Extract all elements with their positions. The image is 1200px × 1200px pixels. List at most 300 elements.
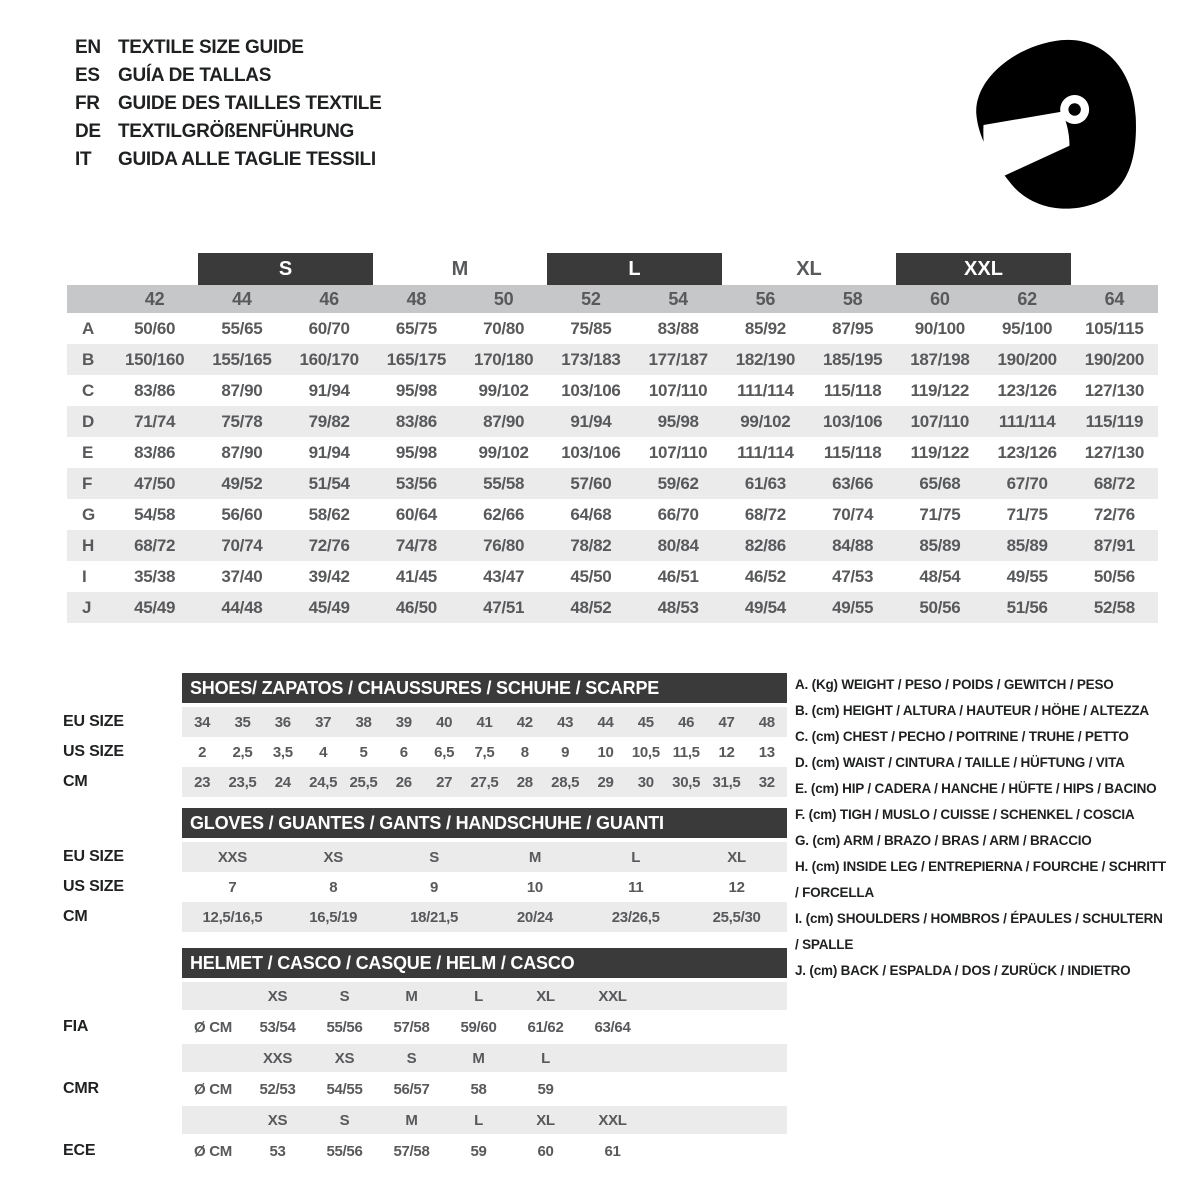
measure-cell: 58/62 (308, 504, 350, 524)
measure-cell: 54/58 (134, 504, 176, 524)
legend-item-g: G. (cm) ARM / BRAZO / BRAS / ARM / BRACCIO (795, 833, 1092, 848)
size-col-56: 56 (755, 288, 776, 309)
shoes-cell: 44 (597, 713, 614, 731)
gloves-value-row (182, 842, 787, 872)
size-group-header-row (67, 253, 1158, 285)
language-title: GUIDE DES TAILLES TEXTILE (118, 93, 382, 114)
shoes-cell: 45 (637, 713, 654, 731)
measure-cell: 53/56 (395, 473, 437, 493)
measure-cell: 74/78 (395, 535, 437, 555)
measure-cell: 95/98 (395, 380, 437, 400)
gloves-row-eu-size (63, 842, 787, 872)
measure-cell: 72/76 (1093, 504, 1135, 524)
gloves-value-row (182, 872, 787, 902)
measure-cell: 70/80 (483, 318, 525, 338)
shoes-rows (63, 707, 787, 797)
size-group-xxl: XXL (896, 253, 1071, 285)
measure-cell: 41/45 (395, 566, 437, 586)
measure-row-d (67, 406, 1158, 437)
gloves-table-title: GLOVES / GUANTES / GANTS / HANDSCHUHE / GUANTI (182, 808, 787, 838)
helmet-size-cell: S (339, 1111, 350, 1129)
measure-cell: 173/183 (561, 349, 621, 369)
helmet-size-cell: XL (536, 987, 555, 1005)
measure-cell: 87/90 (221, 442, 263, 462)
helmet-value-cell: 54/55 (326, 1080, 363, 1098)
measure-cell: 83/86 (134, 442, 176, 462)
size-group-l: L (547, 253, 722, 285)
helmet-values-line-ece (63, 1134, 787, 1168)
measure-cell: 119/122 (910, 380, 970, 400)
measure-cell: 107/110 (910, 411, 970, 431)
helmet-value-cell: 58 (470, 1080, 487, 1098)
measure-row-j (67, 592, 1158, 623)
measure-cell: 68/72 (134, 535, 176, 555)
measure-cell: 99/102 (478, 380, 529, 400)
measure-cell: 50/56 (1093, 566, 1135, 586)
measure-cell: 155/165 (212, 349, 272, 369)
measure-row-g (67, 499, 1158, 530)
measure-cell: 56/60 (221, 504, 263, 524)
measure-cell: 190/200 (997, 349, 1057, 369)
measure-cell: 103/106 (561, 442, 621, 462)
measure-cell: 160/170 (299, 349, 359, 369)
shoes-cell: 41 (476, 713, 493, 731)
helmet-size-row (182, 982, 787, 1010)
measure-cell: 45/49 (308, 597, 350, 617)
language-code: IT (75, 149, 92, 170)
shoes-cell: 29 (597, 773, 614, 791)
measure-cell: 65/75 (395, 318, 437, 338)
measure-cell: 84/88 (832, 535, 874, 555)
measure-cell: 72/76 (308, 535, 350, 555)
gloves-cell: 23/26,5 (611, 908, 660, 926)
gloves-title-row (63, 808, 787, 838)
measure-cell: 91/94 (308, 380, 350, 400)
measure-cell: 85/89 (1006, 535, 1048, 555)
measure-cell: 49/55 (1006, 566, 1048, 586)
measure-cell: 170/180 (473, 349, 534, 369)
language-row-de (75, 118, 381, 146)
gloves-value-row (182, 902, 787, 932)
main-size-table (67, 253, 1158, 623)
gloves-cell: 7 (228, 878, 237, 896)
shoes-cell: 36 (274, 713, 291, 731)
helmet-values-line-cmr (63, 1072, 787, 1106)
shoes-cell: 39 (395, 713, 412, 731)
shoes-cell: 2,5 (232, 743, 253, 761)
measure-cell: 68/72 (1093, 473, 1135, 493)
shoes-cell: 27,5 (470, 773, 499, 791)
shoes-cell: 35 (234, 713, 251, 731)
measure-row-label: I (82, 566, 87, 586)
measure-cell: 79/82 (308, 411, 350, 431)
measure-row-f (67, 468, 1158, 499)
measure-row-label: J (82, 597, 92, 617)
shoes-size-table (63, 673, 787, 797)
measure-cell: 62/66 (483, 504, 525, 524)
measure-cell: 85/92 (744, 318, 786, 338)
shoes-cell: 46 (678, 713, 695, 731)
measure-cell: 123/126 (997, 380, 1057, 400)
helmet-value-row (182, 1010, 787, 1044)
shoes-cell: 42 (516, 713, 533, 731)
gloves-cell: 25,5/30 (712, 908, 761, 926)
helmet-label-spacer (63, 1106, 182, 1134)
measure-cell: 83/88 (657, 318, 699, 338)
shoes-cell: 32 (758, 773, 775, 791)
shoes-cell: 37 (315, 713, 332, 731)
helmet-size-cell: XXL (598, 987, 627, 1005)
measure-cell: 150/160 (124, 349, 185, 369)
helmet-size-cell: L (541, 1049, 550, 1067)
gloves-cell: M (528, 848, 542, 866)
measure-cell: 103/106 (561, 380, 621, 400)
measure-cell: 115/119 (1085, 411, 1144, 431)
helmet-size-cell: XS (267, 987, 288, 1005)
shoes-cell: 38 (355, 713, 372, 731)
measure-cell: 91/94 (308, 442, 350, 462)
measure-row-a (67, 313, 1158, 344)
language-title-block (75, 34, 381, 174)
measure-cell: 87/90 (221, 380, 263, 400)
size-col-64: 64 (1104, 288, 1125, 309)
shoes-row-cm (63, 767, 787, 797)
language-code: FR (75, 93, 100, 114)
legend-item-h: H. (cm) INSIDE LEG / ENTREPIERNA / FOURCHE / SCHRITT / FORCELLA (795, 859, 1166, 900)
language-code: ES (75, 65, 100, 86)
measure-cell: 123/126 (997, 442, 1057, 462)
helmet-value-cell: 60 (537, 1142, 554, 1160)
measure-cell: 111/114 (998, 411, 1056, 431)
measure-row-label: G (82, 504, 95, 524)
gloves-row-label: CM (63, 908, 88, 925)
helmet-values-line-fia (63, 1010, 787, 1044)
helmet-value-cell: 59 (470, 1142, 487, 1160)
helmet-sizes-line-cmr (63, 1044, 787, 1072)
helmet-value-cell: 53 (269, 1142, 286, 1160)
measurement-legend (795, 672, 1167, 984)
measure-cell: 119/122 (910, 442, 970, 462)
measure-cell: 50/56 (919, 597, 961, 617)
measure-row-h (67, 530, 1158, 561)
measure-cell: 95/100 (1002, 318, 1053, 338)
legend-item-e: E. (cm) HIP / CADERA / HANCHE / HÜFTE / HIPS / BACINO (795, 781, 1157, 796)
size-col-52: 52 (581, 288, 601, 309)
measure-cell: 107/110 (648, 380, 708, 400)
helmet-size-cell: M (472, 1049, 485, 1067)
size-group-xl: XL (796, 257, 822, 280)
measure-cell: 70/74 (832, 504, 874, 524)
measure-cell: 87/95 (832, 318, 874, 338)
measure-cell: 87/90 (483, 411, 525, 431)
helmet-size-cell: M (405, 987, 418, 1005)
measure-cell: 55/65 (221, 318, 263, 338)
shoes-cell: 30 (637, 773, 654, 791)
helmet-table-title: HELMET / CASCO / CASQUE / HELM / CASCO (182, 948, 787, 978)
helmet-sizes-line-fia (63, 982, 787, 1010)
measure-row-label: A (82, 318, 94, 338)
measure-cell: 78/82 (570, 535, 612, 555)
gloves-cell: XXS (217, 848, 247, 866)
measure-cell: 50/60 (134, 318, 176, 338)
helmet-title-row (63, 948, 787, 978)
measure-cell: 103/106 (822, 411, 883, 431)
gloves-cell: 8 (329, 878, 338, 896)
size-col-58: 58 (842, 288, 863, 309)
gloves-row-us-size (63, 872, 787, 902)
helmet-unit-cell: Ø CM (194, 1080, 232, 1098)
measure-cell: 45/50 (570, 566, 612, 586)
helmet-unit-spacer (182, 1044, 244, 1072)
gloves-cell: 9 (430, 878, 439, 896)
shoes-cell: 24,5 (309, 773, 338, 791)
language-row-it (75, 146, 381, 174)
measure-cell: 127/130 (1084, 442, 1145, 462)
measure-cell: 60/64 (395, 504, 437, 524)
measure-row-label: C (82, 380, 94, 400)
helmet-size-cell: L (474, 1111, 483, 1129)
measure-cell: 49/55 (832, 597, 874, 617)
gloves-cell: S (429, 848, 439, 866)
measure-cell: 111/114 (737, 442, 794, 462)
shoes-cell: 6,5 (434, 743, 455, 761)
helmet-label-spacer (63, 1044, 182, 1072)
measure-cell: 70/74 (221, 535, 263, 555)
gloves-row-label: EU SIZE (63, 848, 124, 865)
gloves-cell: 11 (628, 878, 644, 896)
measure-cell: 45/49 (134, 597, 176, 617)
language-title: TEXTILE SIZE GUIDE (118, 37, 304, 58)
shoes-cell: 9 (561, 743, 570, 761)
shoes-cell: 30,5 (672, 773, 701, 791)
language-title: TEXTILGRÖßENFÜHRUNG (118, 121, 355, 142)
measure-cell: 46/52 (744, 566, 786, 586)
helmet-value-cell: 59 (537, 1080, 554, 1098)
measure-row-label: E (82, 442, 94, 462)
measure-cell: 82/86 (744, 535, 786, 555)
measure-row-label: D (82, 411, 94, 431)
shoes-cell: 43 (557, 713, 574, 731)
measure-cell: 87/91 (1093, 535, 1135, 555)
measure-cell: 48/52 (570, 597, 612, 617)
helmet-size-cell: XS (334, 1049, 355, 1067)
shoes-cell: 23 (194, 773, 211, 791)
language-code: DE (75, 121, 101, 142)
measure-cell: 80/84 (657, 535, 699, 555)
helmet-label-spacer (63, 982, 182, 1010)
gloves-row-cm (63, 902, 787, 932)
shoes-value-row (182, 707, 787, 737)
legend-item-i: I. (cm) SHOULDERS / HOMBROS / ÉPAULES / SCHULTERN / SPALLE (795, 911, 1163, 952)
spacer (63, 673, 182, 703)
helmet-value-cell: 59/60 (460, 1018, 497, 1036)
helmet-standard-label: ECE (63, 1142, 96, 1159)
measure-cell: 187/198 (910, 349, 970, 369)
helmet-icon (972, 36, 1140, 212)
helmet-size-row (182, 1044, 787, 1072)
measure-cell: 76/80 (483, 535, 525, 555)
shoes-cell: 23,5 (228, 773, 257, 791)
shoes-cell: 8 (520, 743, 529, 761)
helmet-standard-label: FIA (63, 1018, 89, 1035)
measure-cell: 91/94 (570, 411, 612, 431)
shoes-value-row (182, 767, 787, 797)
measure-cell: 115/118 (823, 380, 882, 400)
measure-cell: 49/54 (744, 597, 786, 617)
helmet-size-cell (579, 1044, 646, 1072)
shoes-cell: 11,5 (672, 743, 700, 761)
gloves-cell: 16,5/19 (309, 908, 358, 926)
size-col-50: 50 (493, 288, 514, 309)
shoes-cell: 40 (436, 713, 453, 731)
measure-cell: 182/190 (735, 349, 796, 369)
measure-cell: 71/74 (134, 411, 176, 431)
shoes-cell: 3,5 (272, 743, 293, 761)
measure-cell: 57/60 (570, 473, 612, 493)
gloves-cell: 18/21,5 (410, 908, 459, 926)
measure-cell: 75/78 (221, 411, 263, 431)
shoes-row-label: EU SIZE (63, 713, 124, 730)
legend-item-b: B. (cm) HEIGHT / ALTURA / HAUTEUR / HÖHE / ALTEZZA (795, 703, 1149, 718)
helmet-value-cell: 56/57 (393, 1080, 430, 1098)
measure-cell: 75/85 (570, 318, 612, 338)
measure-cell: 60/70 (308, 318, 350, 338)
measure-cell: 165/175 (386, 349, 447, 369)
language-row-fr (75, 90, 381, 118)
gloves-cell: XL (727, 848, 746, 866)
measure-cell: 64/68 (570, 504, 612, 524)
measure-cell: 35/38 (134, 566, 176, 586)
language-title: GUÍA DE TALLAS (118, 65, 272, 86)
shoes-row-eu-size (63, 707, 787, 737)
shoes-cell: 7,5 (474, 743, 495, 761)
shoes-cell: 2 (198, 743, 207, 761)
shoes-title-row (63, 673, 787, 703)
shoes-cell: 24 (274, 773, 291, 791)
helmet-rows (63, 982, 787, 1168)
helmet-value-cell (579, 1072, 646, 1106)
size-number-row (67, 285, 1158, 313)
shoes-cell: 27 (436, 773, 453, 791)
legend-item-a: A. (Kg) WEIGHT / PESO / POIDS / GEWITCH / PESO (795, 677, 1114, 692)
helmet-size-cell: L (474, 987, 483, 1005)
shoes-cell: 10 (597, 743, 614, 761)
measure-row-b (67, 344, 1158, 375)
measure-cell: 48/53 (657, 597, 699, 617)
measure-cell: 43/47 (483, 566, 525, 586)
legend-item-c: C. (cm) CHEST / PECHO / POITRINE / TRUHE / PETTO (795, 729, 1129, 744)
measure-cell: 95/98 (657, 411, 699, 431)
helmet-size-cell: XXS (262, 1049, 293, 1067)
helmet-size-row (182, 1106, 787, 1134)
shoes-table-title: SHOES/ ZAPATOS / CHAUSSURES / SCHUHE / SCARPE (182, 673, 787, 703)
legend-item-j: J. (cm) BACK / ESPALDA / DOS / ZURÜCK / INDIETRO (795, 963, 1131, 978)
shoes-cell: 25,5 (349, 773, 378, 791)
measure-row-label: F (82, 473, 93, 493)
measure-cell: 51/54 (308, 473, 350, 493)
measure-cell: 39/42 (308, 566, 350, 586)
measure-cell: 66/70 (657, 504, 699, 524)
size-col-62: 62 (1017, 288, 1037, 309)
helmet-unit-spacer (182, 1106, 244, 1134)
helmet-value-cell: 61/62 (527, 1018, 564, 1036)
measure-cell: 51/56 (1006, 597, 1048, 617)
shoes-cell: 5 (359, 743, 368, 761)
helmet-size-cell: M (405, 1111, 418, 1129)
shoes-cell: 12 (718, 743, 735, 761)
measure-cell: 48/54 (919, 566, 961, 586)
helmet-unit-cell: Ø CM (194, 1018, 232, 1036)
size-col-46: 46 (319, 288, 339, 309)
language-code: EN (75, 37, 101, 58)
size-col-54: 54 (668, 288, 688, 309)
helmet-value-row (182, 1134, 787, 1168)
helmet-value-cell: 63/64 (594, 1018, 631, 1036)
shoes-cell: 47 (718, 713, 735, 731)
helmet-sizes-line-ece (63, 1106, 787, 1134)
measure-cell: 46/50 (395, 597, 437, 617)
measure-cell: 71/75 (1006, 504, 1048, 524)
measure-cell: 47/53 (832, 566, 874, 586)
helmet-value-cell: 55/56 (326, 1142, 363, 1160)
helmet-size-cell: XXL (598, 1111, 627, 1129)
gloves-row-label: US SIZE (63, 878, 124, 895)
shoes-row-label: CM (63, 773, 88, 790)
measure-cell: 90/100 (914, 318, 965, 338)
shoes-cell: 4 (319, 743, 328, 761)
helmet-size-cell: XS (267, 1111, 288, 1129)
language-row-en (75, 34, 381, 62)
spacer (63, 948, 182, 978)
measure-row-e (67, 437, 1158, 468)
shoes-row-label: US SIZE (63, 743, 124, 760)
gloves-cell: XS (323, 848, 343, 866)
language-row-es (75, 62, 381, 90)
measure-cell: 68/72 (744, 504, 786, 524)
gloves-cell: L (631, 848, 641, 866)
shoes-cell: 48 (758, 713, 775, 731)
shoes-cell: 34 (194, 713, 211, 731)
shoes-cell: 6 (399, 743, 408, 761)
measure-cell: 107/110 (648, 442, 708, 462)
shoes-cell: 13 (758, 743, 775, 761)
gloves-cell: 12 (728, 878, 745, 896)
measure-cell: 177/187 (648, 349, 708, 369)
gloves-size-table (63, 808, 787, 932)
measure-cell: 190/200 (1084, 349, 1145, 369)
shoes-value-row (182, 737, 787, 767)
helmet-standard-label: CMR (63, 1080, 99, 1097)
helmet-value-row (182, 1072, 787, 1106)
measure-cell: 47/50 (134, 473, 176, 493)
helmet-value-cell: 57/58 (393, 1018, 430, 1036)
measure-row-label: H (82, 535, 94, 555)
measure-cell: 115/118 (823, 442, 882, 462)
measure-cell: 95/98 (395, 442, 437, 462)
measure-cell: 49/52 (221, 473, 263, 493)
helmet-unit-cell: Ø CM (194, 1142, 232, 1160)
measure-cell: 99/102 (740, 411, 791, 431)
shoes-cell: 10,5 (631, 743, 660, 761)
measure-cell: 52/58 (1093, 597, 1135, 617)
measure-cell: 185/195 (822, 349, 883, 369)
measure-cell: 61/63 (744, 473, 786, 493)
measure-cell: 105/115 (1085, 318, 1144, 338)
measure-cell: 83/86 (395, 411, 437, 431)
measure-cell: 55/58 (483, 473, 525, 493)
shoes-row-us-size (63, 737, 787, 767)
size-col-42: 42 (144, 288, 165, 309)
